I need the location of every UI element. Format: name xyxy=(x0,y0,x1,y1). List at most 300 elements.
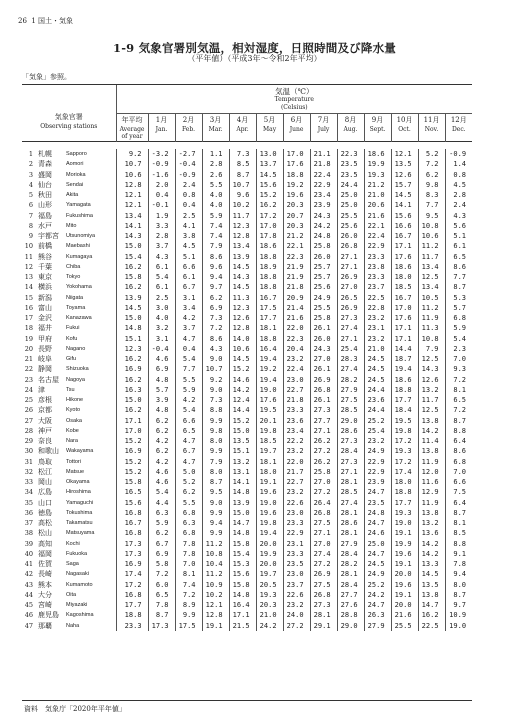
month-value: 14.2 xyxy=(418,549,445,559)
month-value: 5.0 xyxy=(175,467,202,477)
month-header-en: Nov. xyxy=(424,125,439,133)
annual-value: 16.2 xyxy=(116,375,148,385)
month-value: 3.7 xyxy=(148,241,175,251)
month-value: 7.4 xyxy=(175,580,202,590)
month-value: 4.5 xyxy=(453,180,467,189)
row-number: 33 xyxy=(24,478,33,487)
month-value: 1.4 xyxy=(453,160,467,169)
station-header-cell xyxy=(22,85,116,142)
station-name-ja: 岐阜 xyxy=(38,355,52,364)
station-name-ja: 名古屋 xyxy=(38,375,59,384)
month-value: 14.5 xyxy=(418,569,445,579)
annual-value: 17.4 xyxy=(116,569,148,579)
table-row xyxy=(22,262,472,272)
month-value: 22.3 xyxy=(337,149,364,159)
table-row xyxy=(22,313,472,323)
month-value: 20.9 xyxy=(283,293,310,303)
month-value: 19.4 xyxy=(256,528,283,538)
month-value: 26.8 xyxy=(310,590,337,600)
month-value: 14.3 xyxy=(229,272,256,282)
annual-value: 17.1 xyxy=(116,416,148,426)
annual-value: 16.5 xyxy=(116,487,148,497)
month-header-ja: 9月 xyxy=(371,116,384,125)
annual-value: 15.2 xyxy=(116,436,148,446)
month-value: 20.0 xyxy=(256,539,283,549)
station-name-ja: 富山 xyxy=(38,303,52,312)
month-value: 28.1 xyxy=(337,528,364,538)
month-value: 9.0 xyxy=(202,354,229,364)
annual-value: 12.1 xyxy=(116,200,148,210)
month-value: 8.6 xyxy=(453,262,467,271)
month-value: 10.5 xyxy=(418,293,445,303)
month-value: 26.8 xyxy=(310,385,337,395)
annual-value: 16.9 xyxy=(116,446,148,456)
station-name-ja: 岡山 xyxy=(38,478,52,487)
month-value: 19.1 xyxy=(256,477,283,487)
month-value: 25.0 xyxy=(337,200,364,210)
month-value: -0.9 xyxy=(175,170,202,180)
month-value: 6.1 xyxy=(453,242,467,251)
station-name-ja: 千葉 xyxy=(38,262,52,271)
station-name-ja: 福岡 xyxy=(38,549,52,558)
month-value: 17.6 xyxy=(391,313,418,323)
month-value: 23.3 xyxy=(283,405,310,415)
table-row xyxy=(22,334,472,344)
month-value: 9.4 xyxy=(202,272,229,282)
month-value: 6.9 xyxy=(148,364,175,374)
month-value: 21.9 xyxy=(283,272,310,282)
month-value: 12.5 xyxy=(418,405,445,415)
month-value: 10.6 xyxy=(418,231,445,241)
month-value: 13.6 xyxy=(418,528,445,538)
month-value: 13.9 xyxy=(229,252,256,262)
annual-value: 15.0 xyxy=(116,395,148,405)
month-header xyxy=(229,114,256,142)
month-value: 7.8 xyxy=(175,549,202,559)
table-row xyxy=(22,416,472,426)
month-value: 13.8 xyxy=(418,416,445,426)
station-name-en: Kyoto xyxy=(66,405,116,415)
month-header xyxy=(337,114,364,142)
row-number: 17 xyxy=(24,314,33,323)
month-value: 18.8 xyxy=(283,170,310,180)
month-value: 4.6 xyxy=(148,354,175,364)
month-value: 6.2 xyxy=(148,446,175,456)
row-number: 6 xyxy=(28,201,33,210)
month-value: 23.1 xyxy=(364,323,391,333)
month-value: 23.2 xyxy=(283,446,310,456)
annual-value: 13.9 xyxy=(116,293,148,303)
month-value: 20.1 xyxy=(256,416,283,426)
month-value: 4.0 xyxy=(202,200,229,210)
annual-value: 16.2 xyxy=(116,262,148,272)
month-value: 9.4 xyxy=(453,570,467,579)
month-value: 27.4 xyxy=(310,549,337,559)
month-value: 10.7 xyxy=(202,364,229,374)
month-value: 28.2 xyxy=(337,559,364,569)
month-value: 24.5 xyxy=(364,559,391,569)
month-header xyxy=(202,114,229,142)
month-value: 2.0 xyxy=(148,180,175,190)
station-name-ja: 東京 xyxy=(38,273,52,282)
station-name-en: Kagoshima xyxy=(66,610,116,620)
month-value: 27.0 xyxy=(310,354,337,364)
month-value: 24.9 xyxy=(310,293,337,303)
station-header-ja: 気象官署 xyxy=(54,113,83,122)
month-value: 21.6 xyxy=(283,313,310,323)
station-name-en: Tottori xyxy=(66,457,116,467)
table-row xyxy=(22,149,472,159)
month-value: 17.5 xyxy=(175,621,202,631)
month-value: 1.9 xyxy=(148,211,175,221)
station-name-ja: 仙台 xyxy=(38,180,52,189)
annual-value: 16.2 xyxy=(116,354,148,364)
month-value: 14.5 xyxy=(256,170,283,180)
month-value: 10.2 xyxy=(202,590,229,600)
month-value: 5.4 xyxy=(453,334,467,343)
month-value: 16.6 xyxy=(391,221,418,231)
month-header-en: Jan. xyxy=(155,125,168,133)
month-value: 19.6 xyxy=(256,487,283,497)
month-value: 20.6 xyxy=(364,200,391,210)
month-value: 28.4 xyxy=(337,446,364,456)
month-value: 14.5 xyxy=(391,190,418,200)
month-value: 7.3 xyxy=(202,395,229,405)
month-value: 15.2 xyxy=(229,416,256,426)
month-value: 5.4 xyxy=(148,487,175,497)
month-value: 7.5 xyxy=(453,488,467,497)
annual-value: 14.8 xyxy=(116,323,148,333)
month-header-en: Sept. xyxy=(369,125,386,133)
month-value: 13.9 xyxy=(229,498,256,508)
month-value: 14.2 xyxy=(229,385,256,395)
month-value: 14.4 xyxy=(391,344,418,354)
month-value: 5.1 xyxy=(175,252,202,262)
month-value: 27.0 xyxy=(337,282,364,292)
row-number: 9 xyxy=(28,232,33,241)
month-value: 5.5 xyxy=(175,498,202,508)
month-value: 18.8 xyxy=(391,487,418,497)
month-value: 18.6 xyxy=(391,262,418,272)
month-value: 9.4 xyxy=(202,518,229,528)
month-value: 9.0 xyxy=(202,385,229,395)
month-value: 21.9 xyxy=(283,262,310,272)
page-subtitle: （平年値）（平成3年～令和2年平均） xyxy=(187,54,322,63)
month-value: 6.0 xyxy=(148,580,175,590)
month-value: 18.8 xyxy=(256,282,283,292)
table-row xyxy=(22,498,472,508)
month-header-en: Aug. xyxy=(343,125,358,133)
month-value: 6.1 xyxy=(175,272,202,282)
month-value: 22.4 xyxy=(283,364,310,374)
month-value: 3.0 xyxy=(148,303,175,313)
month-value: 19.5 xyxy=(391,416,418,426)
month-value: 16.4 xyxy=(256,344,283,354)
month-value: 18.5 xyxy=(391,282,418,292)
month-value: 9.9 xyxy=(202,528,229,538)
month-value: 23.7 xyxy=(364,282,391,292)
month-header-en: Feb. xyxy=(181,125,196,133)
station-name-ja: 宇都宮 xyxy=(38,232,59,241)
annual-value: 16.8 xyxy=(116,528,148,538)
month-value: 27.7 xyxy=(337,590,364,600)
month-value: 28.6 xyxy=(337,518,364,528)
month-value: 2.8 xyxy=(202,159,229,169)
month-value: 4.6 xyxy=(148,467,175,477)
month-value: 4.0 xyxy=(148,313,175,323)
month-value: 2.5 xyxy=(175,211,202,221)
month-value: 23.5 xyxy=(283,559,310,569)
table-row xyxy=(22,354,472,364)
month-value: 19.6 xyxy=(391,549,418,559)
month-value: 17.7 xyxy=(256,313,283,323)
month-header-ja: 2月 xyxy=(182,116,195,125)
table-row xyxy=(22,282,472,292)
row-number: 43 xyxy=(24,580,33,589)
month-value: 10.2 xyxy=(229,200,256,210)
month-value: 7.2 xyxy=(453,375,467,384)
station-name-ja: 鳥取 xyxy=(38,457,52,466)
station-name-ja: 熊谷 xyxy=(38,252,52,261)
month-value: 21.1 xyxy=(310,149,337,159)
table-row xyxy=(22,344,472,354)
month-value: 24.5 xyxy=(364,354,391,364)
month-header xyxy=(283,114,310,142)
month-value: 15.7 xyxy=(391,180,418,190)
month-value: 19.8 xyxy=(391,426,418,436)
month-value: 7.4 xyxy=(202,231,229,241)
month-value: 27.2 xyxy=(310,446,337,456)
station-name-en: Fukuoka xyxy=(66,549,116,559)
month-value: 15.6 xyxy=(391,211,418,221)
month-value: -2.7 xyxy=(175,149,202,159)
annual-value: 15.1 xyxy=(116,334,148,344)
month-value: 24.2 xyxy=(310,221,337,231)
station-name-ja: 高松 xyxy=(38,519,52,528)
unit-ja: 気温（℃） xyxy=(275,87,314,96)
month-value: 19.3 xyxy=(364,170,391,180)
row-number: 36 xyxy=(24,508,33,517)
month-value: 8.6 xyxy=(453,447,467,456)
month-value: 12.5 xyxy=(418,354,445,364)
month-value: 18.7 xyxy=(391,354,418,364)
row-number: 31 xyxy=(24,457,33,466)
month-value: 19.6 xyxy=(283,190,310,200)
month-header-ja: 6月 xyxy=(290,116,303,125)
month-value: 27.3 xyxy=(337,436,364,446)
month-value: 13.4 xyxy=(229,241,256,251)
month-value: 12.8 xyxy=(202,610,229,620)
month-value: 20.4 xyxy=(283,344,310,354)
month-value: 25.7 xyxy=(310,262,337,272)
month-value: 23.9 xyxy=(310,200,337,210)
month-value: 27.2 xyxy=(310,487,337,497)
month-value: 21.2 xyxy=(364,180,391,190)
month-value: 6.8 xyxy=(453,314,467,323)
month-value: 7.2 xyxy=(148,569,175,579)
bottom-rule xyxy=(22,700,472,701)
month-value: 8.0 xyxy=(453,580,467,589)
station-name-ja: 高知 xyxy=(38,539,52,548)
month-header-en: Dec. xyxy=(451,125,466,133)
month-value: 13.2 xyxy=(418,385,445,395)
month-value: 19.1 xyxy=(391,528,418,538)
month-value: 21.4 xyxy=(283,303,310,313)
row-number: 46 xyxy=(24,611,33,620)
row-number: 40 xyxy=(24,549,33,558)
month-value: 22.0 xyxy=(283,457,310,467)
month-value: 8.5 xyxy=(229,159,256,169)
month-value: 13.7 xyxy=(256,159,283,169)
month-value: 17.2 xyxy=(391,436,418,446)
station-name-en: Yamagata xyxy=(66,200,116,210)
annual-value: 23.3 xyxy=(116,621,148,631)
station-header-en: Observing stations xyxy=(40,122,98,130)
month-value: 10.7 xyxy=(229,180,256,190)
month-value: 14.5 xyxy=(229,262,256,272)
month-value: 8.5 xyxy=(453,529,467,538)
month-value: 14.4 xyxy=(229,405,256,415)
chapter-label: 1 国土・気象 xyxy=(31,17,74,25)
month-value: 8.3 xyxy=(418,190,445,200)
month-value: 10.4 xyxy=(202,559,229,569)
month-value: 4.2 xyxy=(148,457,175,467)
month-value: 2.4 xyxy=(453,201,467,210)
month-value: 12.6 xyxy=(418,375,445,385)
month-value: 23.0 xyxy=(283,375,310,385)
month-value: 7.8 xyxy=(175,539,202,549)
month-value: 16.7 xyxy=(391,293,418,303)
month-header-ja: 8月 xyxy=(344,116,357,125)
annual-header xyxy=(116,114,148,142)
month-value: 22.2 xyxy=(283,436,310,446)
month-value: 17.1 xyxy=(391,323,418,333)
month-value: 26.1 xyxy=(310,323,337,333)
month-value: 7.8 xyxy=(148,600,175,610)
station-name-en: Naha xyxy=(66,621,116,631)
month-value: 22.9 xyxy=(283,528,310,538)
month-value: 15.8 xyxy=(229,539,256,549)
month-value: 17.2 xyxy=(391,457,418,467)
month-value: 19.8 xyxy=(256,426,283,436)
month-value: 0.8 xyxy=(453,170,467,179)
month-value: 6.3 xyxy=(148,508,175,518)
month-value: 27.6 xyxy=(337,600,364,610)
month-value: 6.7 xyxy=(148,539,175,549)
row-number: 10 xyxy=(24,242,33,251)
month-value: 28.1 xyxy=(337,508,364,518)
row-number: 2 xyxy=(28,160,33,169)
month-value: 18.9 xyxy=(256,262,283,272)
table-row xyxy=(22,180,472,190)
month-value: 22.0 xyxy=(283,323,310,333)
station-name-ja: 彦根 xyxy=(38,396,52,405)
month-value: 7.7 xyxy=(175,364,202,374)
month-value: 21.2 xyxy=(283,231,310,241)
month-value: 23.2 xyxy=(364,334,391,344)
month-value: 5.7 xyxy=(453,303,467,312)
month-value: 6.9 xyxy=(148,549,175,559)
month-value: -3.2 xyxy=(148,149,175,159)
month-value: 12.0 xyxy=(418,467,445,477)
month-value: 25.0 xyxy=(337,190,364,200)
month-value: 24.7 xyxy=(364,518,391,528)
month-value: 19.2 xyxy=(283,180,310,190)
month-value: 23.3 xyxy=(283,518,310,528)
month-value: 5.6 xyxy=(453,221,467,230)
station-name-ja: 松江 xyxy=(38,467,52,476)
month-value: 26.0 xyxy=(337,231,364,241)
month-value: 12.6 xyxy=(391,170,418,180)
month-value: 26.8 xyxy=(337,241,364,251)
month-value: 15.8 xyxy=(229,580,256,590)
month-value: 28.5 xyxy=(337,487,364,497)
station-name-ja: 甲府 xyxy=(38,334,52,343)
station-name-en: Tsu xyxy=(66,385,116,395)
month-value: 22.7 xyxy=(283,385,310,395)
station-name-ja: 松山 xyxy=(38,529,52,538)
month-value: 6.9 xyxy=(202,303,229,313)
month-value: 23.4 xyxy=(310,190,337,200)
table-row xyxy=(22,385,472,395)
month-value: 17.6 xyxy=(256,395,283,405)
month-value: 27.1 xyxy=(310,426,337,436)
month-value: 9.9 xyxy=(202,508,229,518)
month-value: 12.3 xyxy=(229,303,256,313)
month-value: 10.9 xyxy=(449,611,467,620)
month-value: 18.6 xyxy=(391,375,418,385)
month-value: 13.5 xyxy=(229,436,256,446)
month-value: 23.5 xyxy=(337,159,364,169)
table-row xyxy=(22,508,472,518)
month-header xyxy=(175,114,202,142)
month-value: 27.9 xyxy=(364,621,391,631)
month-value: 6.8 xyxy=(175,528,202,538)
month-value: 10.9 xyxy=(202,580,229,590)
month-value: 7.8 xyxy=(453,560,467,569)
station-name-en: Nara xyxy=(66,436,116,446)
month-value: 18.0 xyxy=(256,467,283,477)
month-value: 7.7 xyxy=(418,200,445,210)
station-name-ja: 神戸 xyxy=(38,426,52,435)
month-value: 8.1 xyxy=(453,519,467,528)
month-value: 3.9 xyxy=(148,395,175,405)
month-value: 3.3 xyxy=(148,221,175,231)
table-row xyxy=(22,559,472,569)
month-value: 25.8 xyxy=(310,241,337,251)
month-header xyxy=(445,114,472,142)
month-value: 9.2 xyxy=(202,375,229,385)
station-name-ja: 大阪 xyxy=(38,416,52,425)
annual-value: 16.9 xyxy=(116,364,148,374)
annual-value: 16.3 xyxy=(116,385,148,395)
row-number: 35 xyxy=(24,498,33,507)
month-value: 27.5 xyxy=(337,395,364,405)
annual-value: 17.0 xyxy=(116,426,148,436)
month-value: 13.4 xyxy=(418,282,445,292)
annual-value: 15.2 xyxy=(116,457,148,467)
table-row xyxy=(22,375,472,385)
month-value: 9.6 xyxy=(229,190,256,200)
month-value: 24.8 xyxy=(310,231,337,241)
table-row xyxy=(22,221,472,231)
month-value: 16.2 xyxy=(418,610,445,620)
month-value: 14.3 xyxy=(418,364,445,374)
station-name-en: Miyazaki xyxy=(66,600,116,610)
month-value: 29.1 xyxy=(310,621,337,631)
month-value: 9.5 xyxy=(202,487,229,497)
month-value: 15.0 xyxy=(229,426,256,436)
